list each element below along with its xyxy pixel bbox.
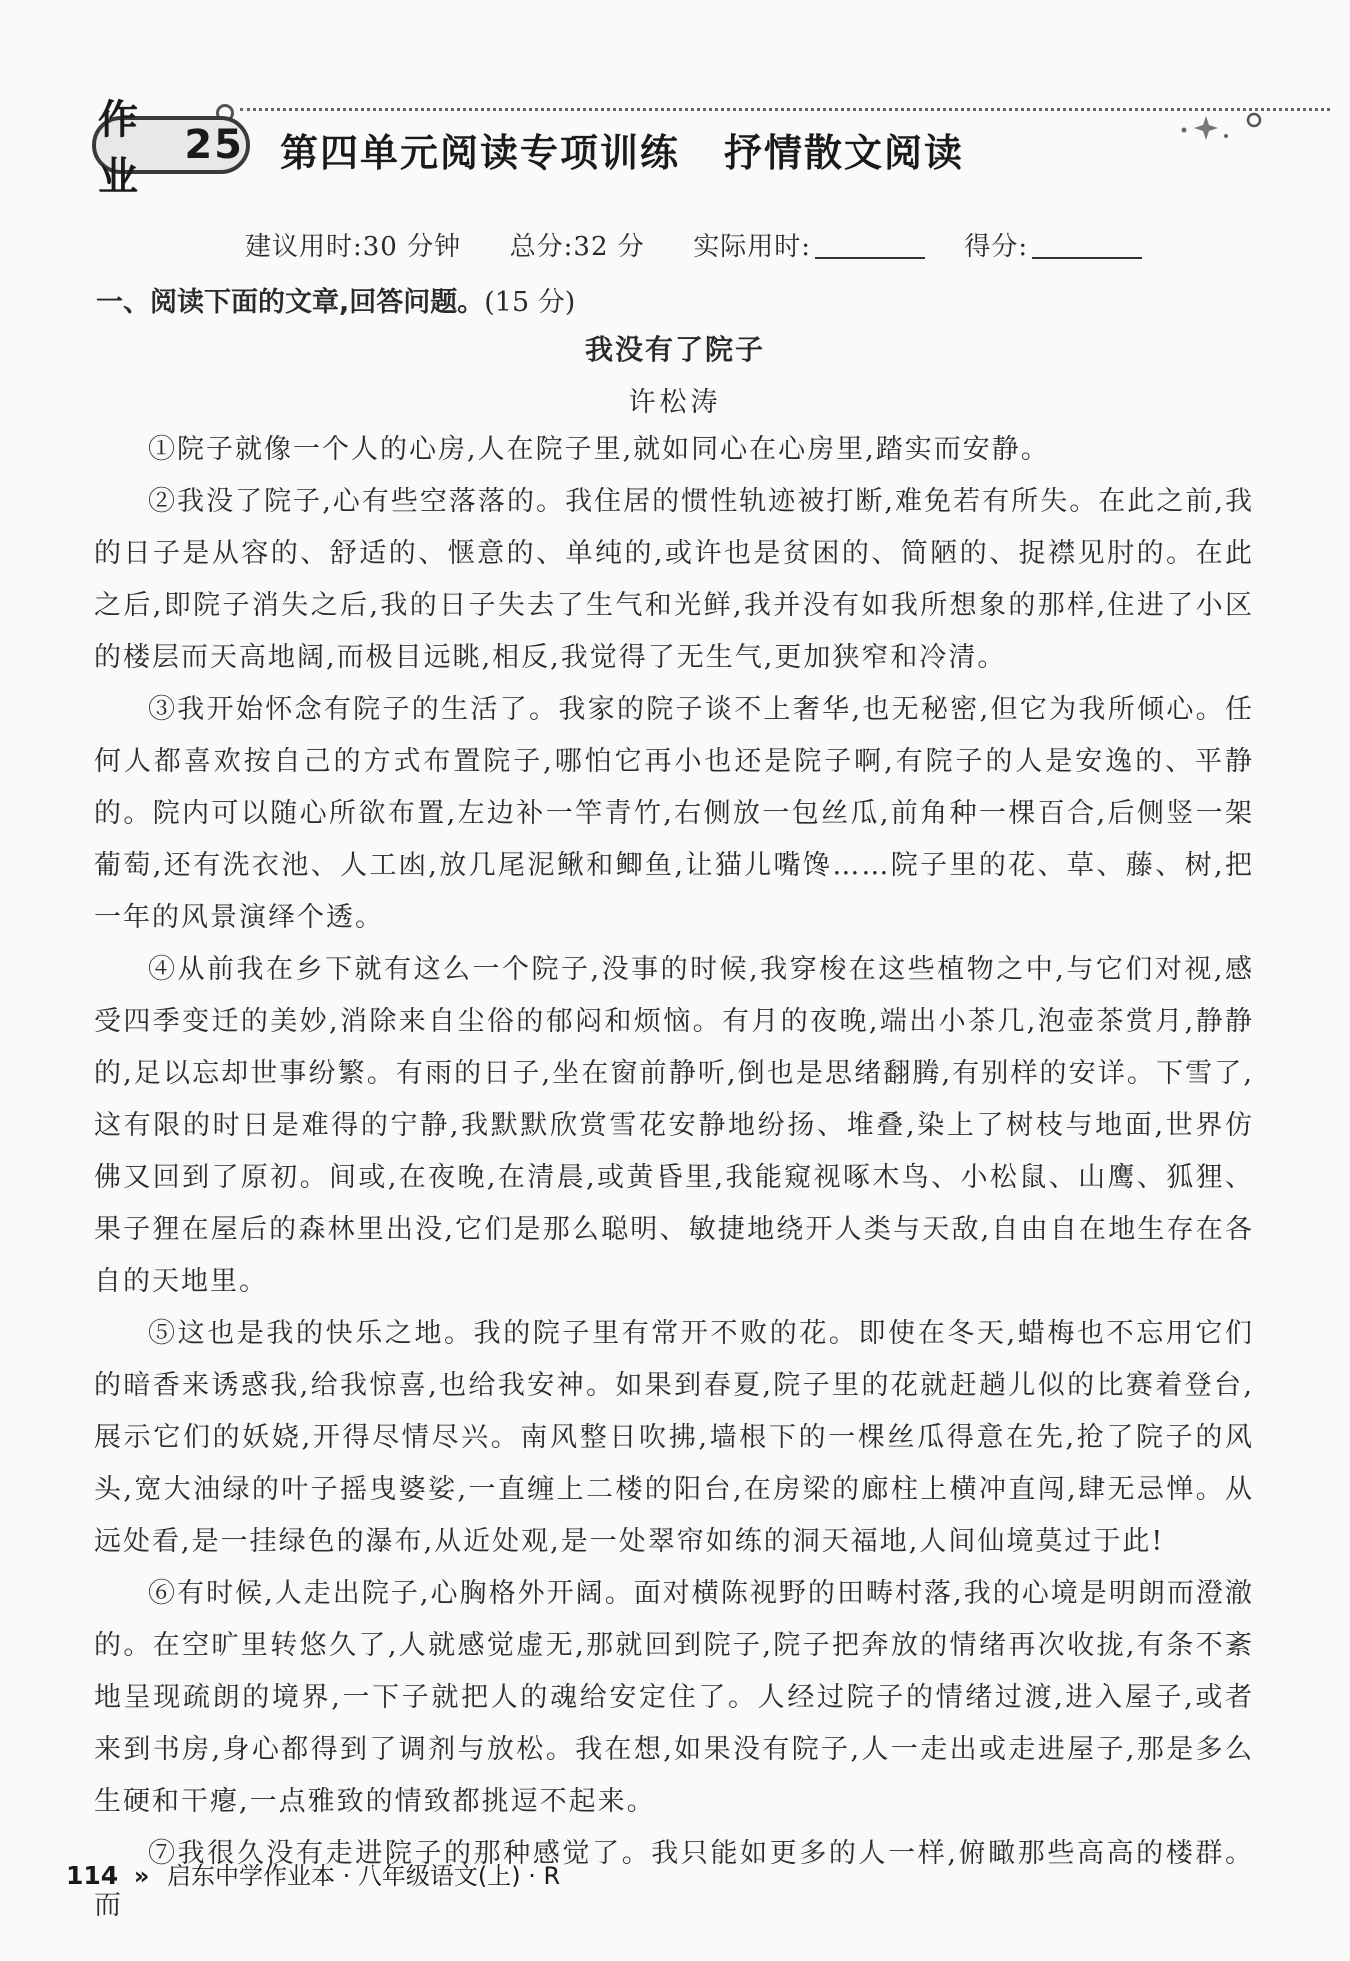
score-label: 得分: xyxy=(964,232,1029,262)
actual-time-label: 实际用时: xyxy=(693,232,812,262)
paragraph: ⑦我很久没有走进院子的那种感觉了。我只能如更多的人一样,俯瞰那些高高的楼群。而 xyxy=(94,1838,1254,1921)
paragraph: ①院子就像一个人的心房,人在院子里,就如同心在心房里,踏实而安静。 xyxy=(148,434,1050,465)
page-number: 114 xyxy=(66,1861,119,1890)
paragraph: ④从前我在乡下就有这么一个院子,没事的时候,我穿梭在这些植物之中,与它们对视,感受四季变迁的美妙,消除来自尘俗的郁闷和烦恼。有月的夜晚,端出小茶几,泡壶茶赏月,静静的,足以忘却世事纷繁。有雨的日子,坐在窗前静听,倒也是思绪翻腾,有别样的安详。下雪了,这有限的时日是难得的宁静,我默默欣赏雪花安静地纷扬、堆叠,染上了树枝与地面,世界仿佛又回到了原初。间或,在夜晚,在清晨,或黄昏里,我能窥视啄木鸟、小松鼠、山鹰、狐狸、果子狸在屋后的森林里出没,它们是那么聪明、敏捷地绕开人类与天敌,自由自在地生存在各自的天地里。 xyxy=(94,954,1254,1297)
assignment-header xyxy=(92,97,1272,200)
section-points: (15 分) xyxy=(484,287,576,318)
paragraph: ②我没了院子,心有些空落落的。我住居的惯性轨迹被打断,难免若有所失。在此之前,我的日子是从容的、舒适的、惬意的、单纯的,或许也是贫困的、简陋的、捉襟见肘的。在此之后,即院子消失之后,我的日子失去了生气和光鲜,我并没有如我所想象的那样,住进了小区的楼层而天高地阔,而极目远眺,相反,我觉得了无生气,更加狭窄和冷清。 xyxy=(94,486,1254,673)
section-heading-text: 一、阅读下面的文章,回答问题。 xyxy=(96,287,485,318)
article-body xyxy=(94,424,1254,1932)
paragraph: ⑥有时候,人走出院子,心胸格外开阔。面对横陈视野的田畴村落,我的心境是明朗而澄澈的。在空旷里转悠久了,人就感觉虚无,那就回到院子,院子把奔放的情绪再次收拢,有条不紊地呈现疏朗的境界,一下子就把人的魂给安定住了。人经过院子的情绪过渡,进入屋子,或者来到书房,身心都得到了调剂与放松。我在想,如果没有院子,人一走出或走进屋子,那是多么生硬和干瘪,一点雅致的情致都挑逗不起来。 xyxy=(94,1578,1254,1817)
sparkle-decoration-icon xyxy=(1162,108,1272,148)
book-title: 启东中学作业本 · 八年级语文(上) · R xyxy=(166,1862,561,1890)
paragraph: ③我开始怀念有院子的生活了。我家的院子谈不上奢华,也无秘密,但它为我所倾心。任何人都喜欢按自己的方式布置院子,哪怕它再小也还是院子啊,有院子的人是安逸的、平静的。院内可以随心所欲布置,左边补一竿青竹,右侧放一包丝瓜,前角种一棵百合,后侧竖一架葡萄,还有洗衣池、人工凼,放几尾泥鳅和鲫鱼,让猫儿嘴馋……院子里的花、草、藤、树,把一年的风景演绎个透。 xyxy=(94,694,1254,933)
article-author: 许松涛 xyxy=(628,387,722,418)
unit-title-right: 抒情散文阅读 xyxy=(724,131,965,175)
double-chevron-icon: » xyxy=(133,1862,150,1890)
badge-number: 25 xyxy=(184,122,244,168)
paragraph: ⑤这也是我的快乐之地。我的院子里有常开不败的花。即使在冬天,蜡梅也不忘用它们的暗香来诱惑我,给我惊喜,也给我安神。如果到春夏,院子里的花就赶趟儿似的比赛着登台,展示它们的妖娆,开得尽情尽兴。南风整日吹拂,墙根下的一棵丝瓜得意在先,抢了院子的风头,宽大油绿的叶子摇曳婆娑,一直缠上二楼的阳台,在房梁的廊柱上横冲直闯,肆无忌惮。从远处看,是一挂绿色的瀑布,从近处观,是一处翠帘如练的洞天福地,人间仙境莫过于此! xyxy=(94,1318,1254,1557)
page-footer xyxy=(66,1856,560,1891)
assignment-badge xyxy=(92,97,250,200)
time-score-line xyxy=(245,226,1172,263)
section-heading xyxy=(96,280,575,319)
badge-word: 作业 xyxy=(98,97,140,200)
total-score: 总分:32 分 xyxy=(509,232,645,262)
unit-title xyxy=(280,122,964,177)
unit-title-left: 第四单元阅读专项训练 xyxy=(280,131,681,175)
article-title: 我没有了院子 xyxy=(584,333,765,366)
score-blank[interactable] xyxy=(1032,257,1142,259)
actual-time-blank[interactable] xyxy=(815,257,925,259)
suggested-time: 建议用时:30 分钟 xyxy=(245,232,462,262)
